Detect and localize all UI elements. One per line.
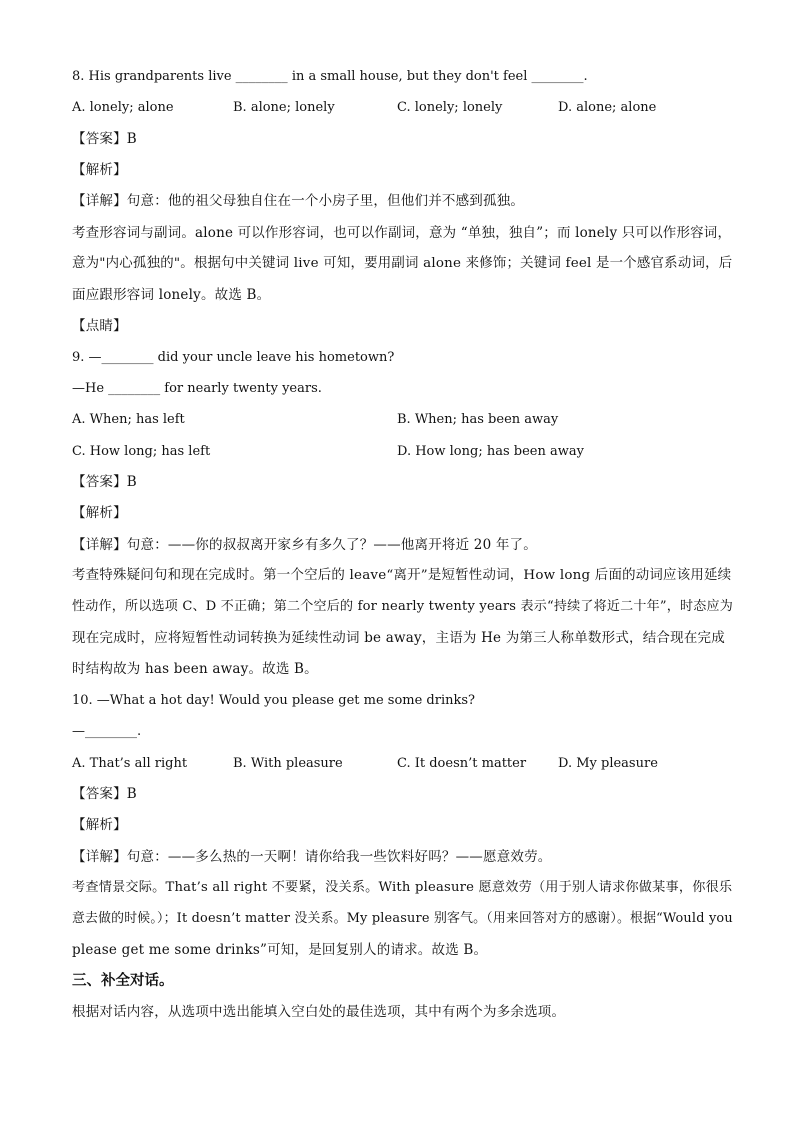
- question-10-stem-line-1: 10. —What a hot day! Would you please get me some drinks?: [72, 693, 476, 708]
- question-8-option-b: B. alone; lonely: [233, 100, 335, 115]
- section-3-title: 三、补全对话。: [72, 972, 174, 989]
- question-9-stem-line-2: —He ________ for nearly twenty years.: [72, 381, 322, 396]
- question-9-analysis-label: 【解析】: [72, 505, 127, 521]
- question-8-detail: 【详解】句意：他的祖父母独自住在一个小房子里，但他们并不感到孤独。: [72, 193, 525, 209]
- question-10-analysis-label: 【解析】: [72, 817, 127, 833]
- question-8-explain-line-1: 考查形容词与副词。alone 可以作形容词，也可以作副词，意为 “单独，独自”；而 lonely 只可以作形容词，: [72, 225, 732, 241]
- question-9-option-d: D. How long; has been away: [397, 444, 584, 459]
- question-9-detail: 【详解】句意：——你的叔叔离开家乡有多久了？——他离开将近 20 年了。: [72, 537, 537, 553]
- question-9-option-b: B. When; has been away: [397, 412, 559, 427]
- question-10-option-b: B. With pleasure: [233, 756, 343, 771]
- question-8-explain-line-2: 意为"内心孤独的"。根据句中关键词 live 可知，要用副词 alone 来修饰；关键词 feel 是一个感官系动词，后: [72, 256, 733, 271]
- question-9-answer: 【答案】B: [72, 474, 137, 490]
- question-8-analysis-label: 【解析】: [72, 162, 127, 178]
- section-3-instruction: 根据对话内容，从选项中选出能填入空白处的最佳选项，其中有两个为多余选项。: [72, 1004, 566, 1020]
- question-9-explain-line-4: 时结构故为 has been away。故选 B。: [72, 661, 318, 677]
- question-8-point-label: 【点睛】: [72, 318, 127, 334]
- question-10-explain-line-3: please get me some drinks”可知，是回复别人的请求。故选 B。: [72, 942, 488, 958]
- question-8-option-d: D. alone; alone: [558, 100, 657, 115]
- question-10-option-a: A. That’s all right: [72, 756, 188, 771]
- question-10-option-c: C. It doesn’t matter: [397, 756, 527, 771]
- question-8-stem: 8. His grandparents live ________ in a small house, but they don't feel ________.: [72, 69, 588, 84]
- question-10-explain-line-1: 考查情景交际。That’s all right 不要紧，没关系。With pleasure 愿意效劳（用于别人请求你做某事，你很乐: [72, 880, 733, 895]
- question-8-option-c: C. lonely; lonely: [397, 100, 503, 115]
- question-10-answer: 【答案】B: [72, 786, 137, 802]
- question-9-explain-line-3: 现在完成时，应将短暂性动词转换为延续性动词 be away，主语为 He 为第三人称单数形式，结合现在完成: [72, 630, 725, 646]
- question-8-option-a: A. lonely; alone: [72, 100, 174, 115]
- question-9-explain-line-1: 考查特殊疑问句和现在完成时。第一个空后的 leave“离开”是短暂性动词，How long 后面的动词应该用延续: [72, 568, 732, 583]
- question-10-option-d: D. My pleasure: [558, 756, 658, 771]
- question-10-detail: 【详解】句意：——多么热的一天啊！请你给我一些饮料好吗？——愿意效劳。: [72, 849, 552, 865]
- question-8-explain-line-3: 面应跟形容词 lonely。故选 B。: [72, 287, 271, 303]
- question-9-option-a: A. When; has left: [72, 412, 185, 427]
- question-9-option-c: C. How long; has left: [72, 444, 211, 459]
- question-10-explain-line-2: 意去做的时候。）；It doesn’t matter 没关系。My pleasure 别客气。（用来回答对方的感谢）。根据“Would you: [72, 911, 733, 926]
- question-9-explain-line-2: 性动作，所以选项 C、D 不正确；第二个空后的 for nearly twenty years 表示“持续了将近二十年”，时态应为: [72, 599, 733, 614]
- question-9-stem-line-1: 9. —________ did your uncle leave his hometown?: [72, 350, 395, 365]
- question-8-answer: 【答案】B: [72, 131, 137, 147]
- question-10-stem-line-2: —________.: [72, 724, 142, 739]
